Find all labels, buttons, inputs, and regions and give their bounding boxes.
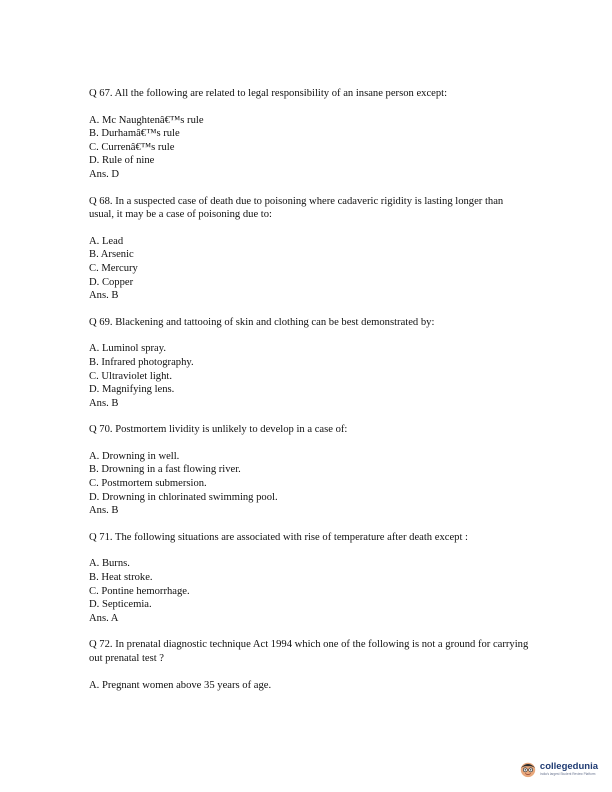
answer: Ans. A [89,612,119,624]
question-text: Q 71. The following situations are associated with rise of temperature after death except : [89,531,468,543]
question-68 [89,195,529,303]
answer: Ans. D [89,168,120,180]
question-text: Q 69. Blackening and tattooing of skin and clothing can be best demonstrated by: [89,316,435,328]
mascot-icon [519,760,537,778]
question-text: Q 67. All the following are related to legal responsibility of an insane person except: [89,88,448,99]
option-c: C. Ultraviolet light. [89,370,172,382]
option-a: A. Burns. [89,558,130,570]
option-a: A. Lead [89,235,124,247]
option-b: B. Infrared photography. [89,356,194,368]
option-b: B. Drowning in a fast flowing river. [89,464,241,476]
question-72 [89,638,529,692]
question-67 [89,87,529,182]
option-d: D. Rule of nine [89,155,155,167]
option-c: C. Pontine hemorrhage. [89,585,190,597]
option-c: C. Mercury [89,262,138,274]
question-69 [89,316,529,411]
option-c: C. Currenâ€™s rule [89,141,175,153]
answer: Ans. B [89,505,119,517]
question-text: Q 72. In prenatal diagnostic technique Act 1994 which one of the following is not a ground for carrying out prenatal test ? [89,639,529,664]
brand-tagline: India's largest Student Review Platform [539,772,596,776]
option-d: D. Drowning in chlorinated swimming pool. [89,491,278,503]
option-a: A. Mc Naughtenâ€™s rule [89,114,204,126]
answer: Ans. B [89,397,119,409]
document-body [89,87,529,705]
option-a: A. Pregnant women above 35 years of age. [89,679,272,691]
option-a: A. Luminol spray. [89,343,166,355]
option-a: A. Drowning in well. [89,450,180,462]
option-d: D. Copper [89,276,134,288]
option-b: B. Arsenic [89,249,134,261]
option-b: B. Heat stroke. [89,572,153,584]
question-70 [89,423,529,518]
answer: Ans. B [89,290,119,302]
option-d: D. Magnifying lens. [89,384,175,396]
brand-name: collegedunia [539,761,598,772]
question-text: Q 70. Postmortem lividity is unlikely to develop in a case of: [89,424,348,436]
question-71 [89,531,529,626]
option-d: D. Septicemia. [89,599,152,611]
collegedunia-logo [519,760,598,778]
option-b: B. Durhamâ€™s rule [89,128,180,140]
question-text: Q 68. In a suspected case of death due to poisoning where cadaveric rigidity is lasting longer than usual, it may be a case of poisoning due to: [89,195,504,221]
option-c: C. Postmortem submersion. [89,478,207,490]
